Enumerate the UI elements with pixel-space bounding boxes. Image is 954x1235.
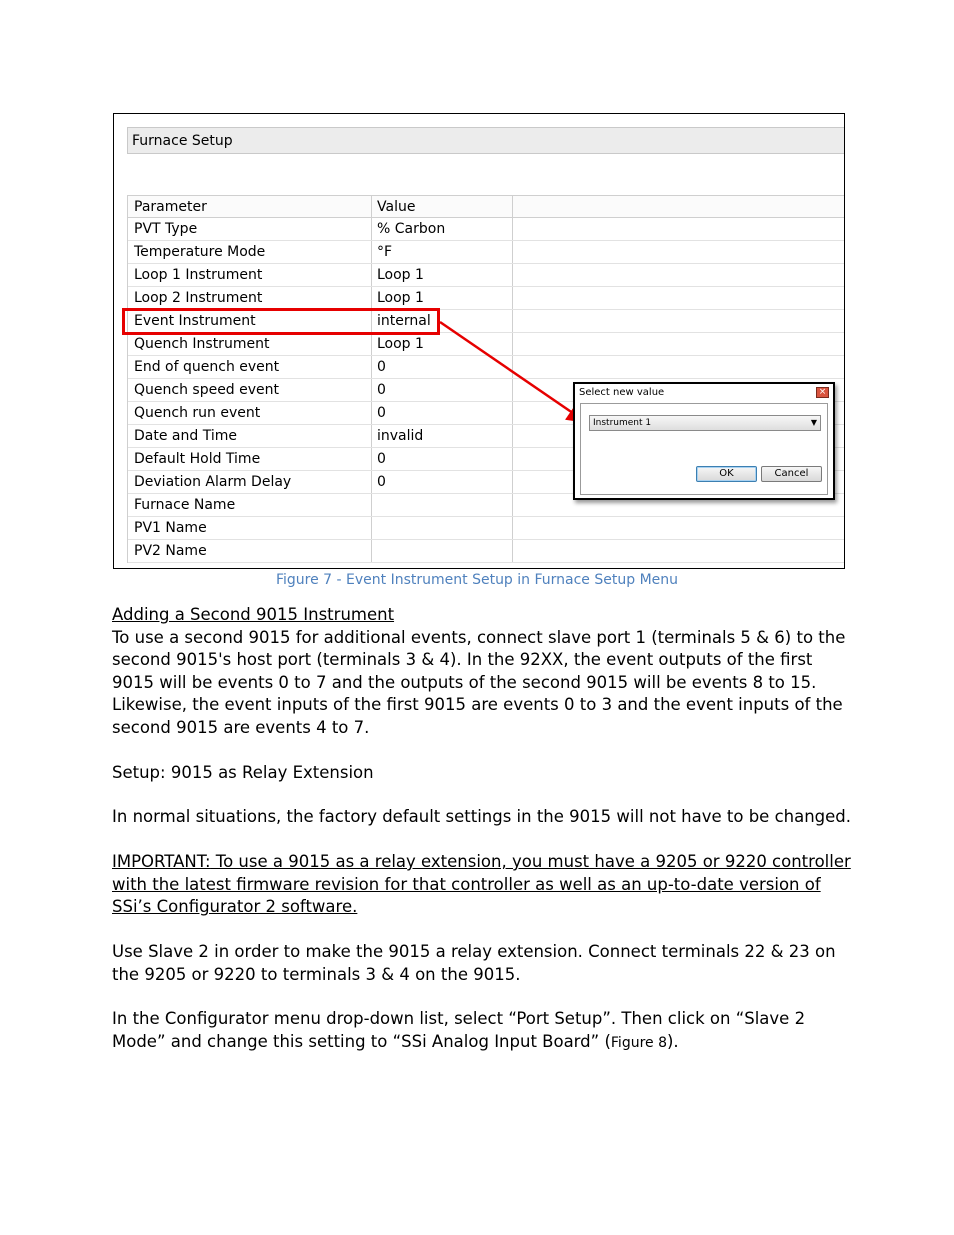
parameter-cell: Quench Instrument [128, 333, 372, 355]
value-cell[interactable]: internal [372, 310, 513, 332]
column-header-value: Value [372, 196, 513, 217]
value-cell[interactable]: Loop 1 [372, 333, 513, 355]
section-paragraph: To use a second 9015 for additional events, connect slave port 1 (terminals 5 & 6) to the second 9015's host port (terminals 3 & 4). In the 92XX, the event outputs of the first 9015 will be events 0 to 7 and the outputs of the second 9015 will be events 8 to 15. Likewise, the event inputs of the first 9015 are events 0 to 3 and the event inputs of the second 9015 are events 4 to 7. [112, 627, 846, 737]
paragraph-normal-situations: In normal situations, the factory default settings in the 9015 will not have to be changed. [112, 807, 852, 826]
value-cell[interactable]: Loop 1 [372, 287, 513, 309]
value-cell[interactable]: 0 [372, 471, 513, 493]
paragraph-slave-2: Use Slave 2 in order to make the 9015 a relay extension. Connect terminals 22 & 23 on the 9205 or 9220 to terminals 3 & 4 on the 9015. [112, 942, 836, 984]
important-note [112, 851, 852, 919]
parameter-cell: PV2 Name [128, 540, 372, 562]
configurator-text: In the Configurator menu drop-down list, select “Port Setup”. Then click on “Slave 2 Mode” and change this setting to “SSi Analog Input Board” ( [112, 1009, 806, 1051]
value-cell[interactable]: 0 [372, 448, 513, 470]
parameter-cell: Quench run event [128, 402, 372, 424]
parameter-cell: PV1 Name [128, 517, 372, 539]
value-cell[interactable]: 0 [372, 356, 513, 378]
section-adding-second-instrument [112, 604, 852, 739]
value-cell[interactable]: 0 [372, 379, 513, 401]
column-header-parameter: Parameter [128, 196, 372, 217]
parameter-cell: Default Hold Time [128, 448, 372, 470]
parameter-cell: Event Instrument [128, 310, 372, 332]
ok-button[interactable]: OK [696, 466, 757, 482]
parameter-cell: Furnace Name [128, 494, 372, 516]
section-heading: Adding a Second 9015 Instrument [112, 605, 395, 624]
furnace-setup-header: Furnace Setup [127, 127, 845, 154]
figure-8-reference[interactable]: Figure 8 [610, 1034, 667, 1051]
parameter-cell: PVT Type [128, 218, 372, 240]
dialog-title: Select new value [579, 387, 665, 398]
cancel-button[interactable]: Cancel [761, 466, 822, 482]
parameter-cell: End of quench event [128, 356, 372, 378]
value-cell[interactable]: 0 [372, 402, 513, 424]
value-cell[interactable]: invalid [372, 425, 513, 447]
figure-screenshot [113, 113, 845, 569]
important-label: IMPORTANT: [112, 852, 211, 871]
parameter-cell: Loop 1 Instrument [128, 264, 372, 286]
parameter-cell: Date and Time [128, 425, 372, 447]
close-icon[interactable]: × [816, 387, 829, 398]
instrument-select-value: Instrument 1 [593, 418, 652, 428]
parameter-cell: Deviation Alarm Delay [128, 471, 372, 493]
figure-caption: Figure 7 - Event Instrument Setup in Furnace Setup Menu [275, 572, 679, 588]
value-cell[interactable]: °F [372, 241, 513, 263]
instrument-select[interactable] [589, 415, 821, 431]
parameter-cell: Loop 2 Instrument [128, 287, 372, 309]
configurator-text-end: ). [667, 1031, 679, 1051]
parameter-cell: Temperature Mode [128, 241, 372, 263]
important-text: To use a 9015 as a relay extension, you must have a 9205 or 9220 controller with the latest firmware revision for that controller as well as an up-to-date version of SSi’s Configurator 2 software. [112, 852, 851, 916]
select-value-dialog [573, 382, 835, 500]
parameter-cell: Quench speed event [128, 379, 372, 401]
chevron-down-icon: ▼ [810, 418, 817, 427]
value-cell[interactable]: % Carbon [372, 218, 513, 240]
value-cell[interactable]: Loop 1 [372, 264, 513, 286]
section-relay-extension-heading: Setup: 9015 as Relay Extension [112, 763, 374, 782]
paragraph-configurator [112, 1008, 852, 1054]
dialog-body [580, 403, 828, 495]
